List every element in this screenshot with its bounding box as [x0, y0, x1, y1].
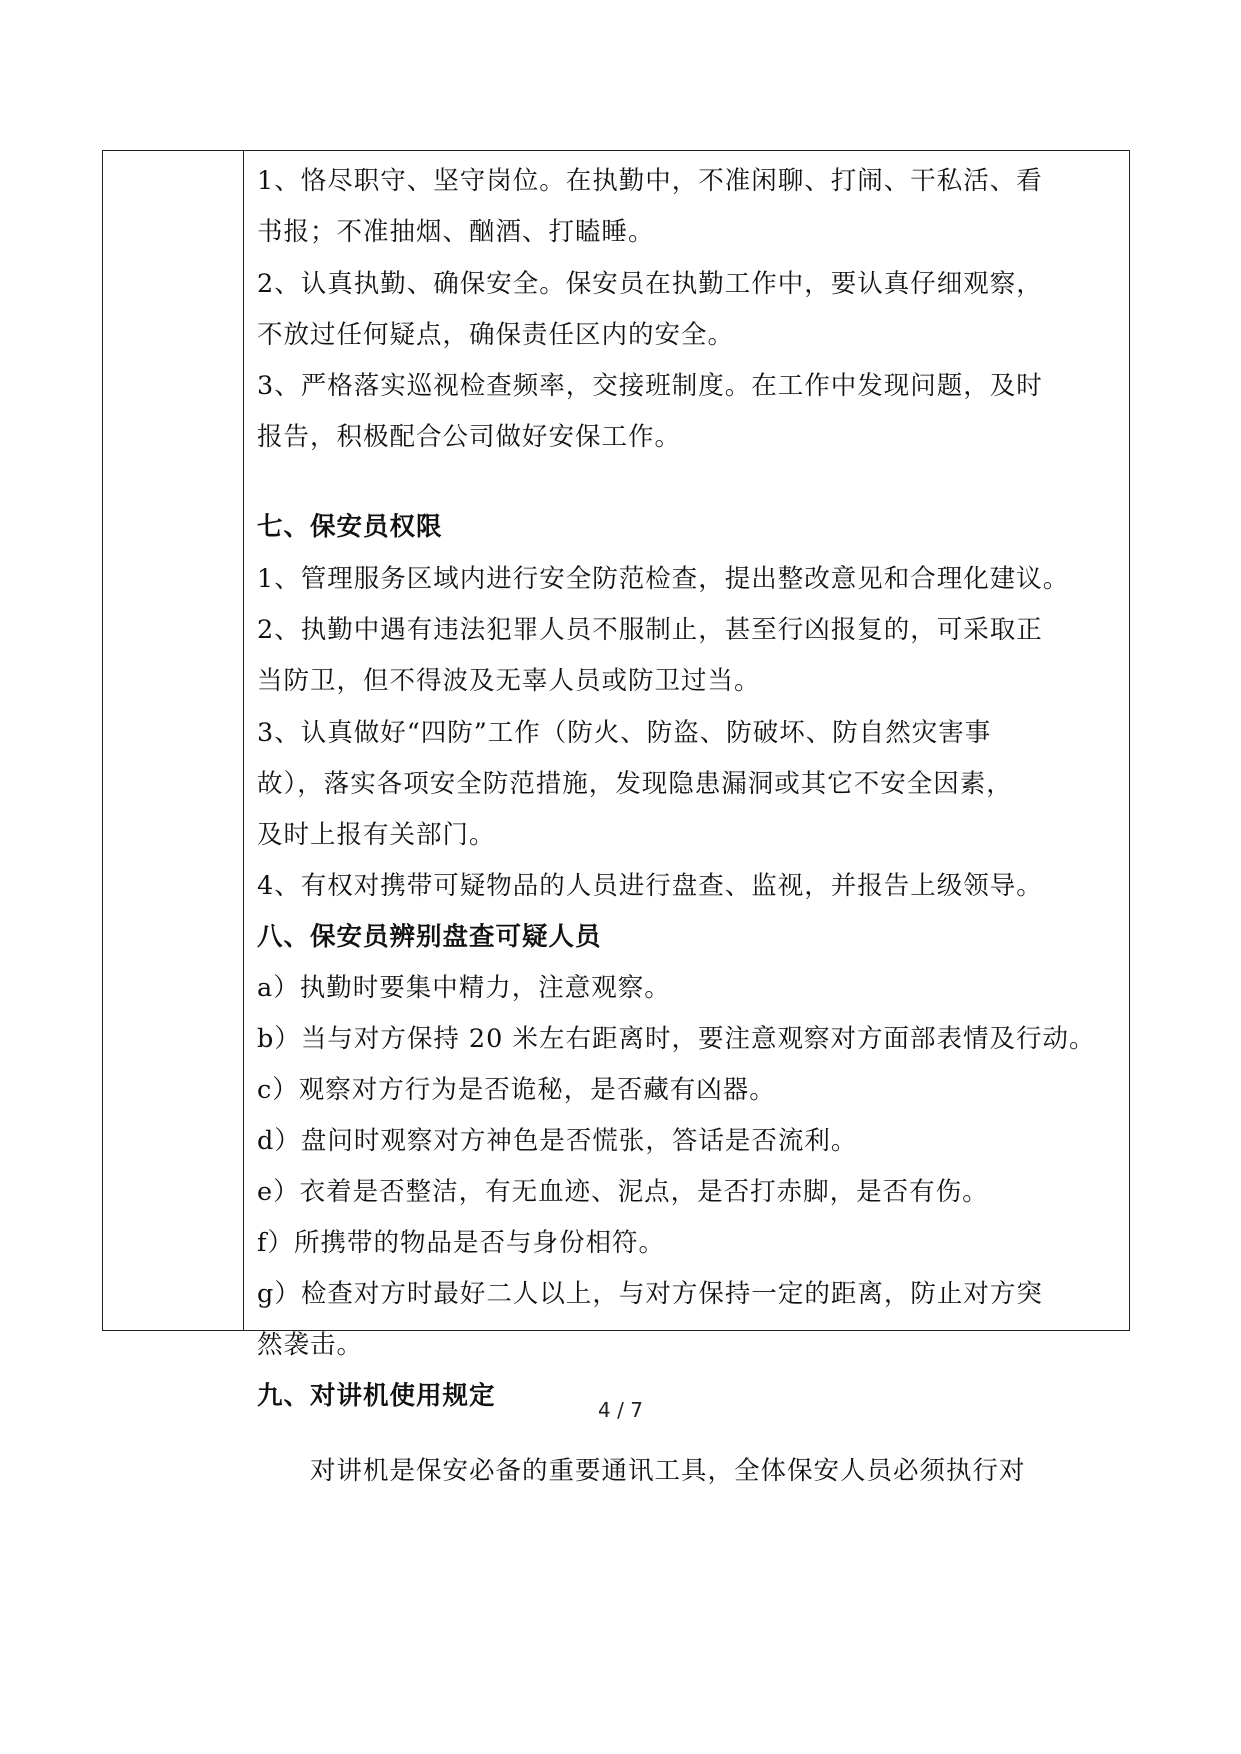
paragraph-line: 对讲机是保安必备的重要通讯工具，全体保安人员必须执行对 — [257, 1456, 1026, 1486]
paragraph-line: 3、严格落实巡视检查频率，交接班制度。在工作中发现问题，及时 — [257, 371, 1043, 401]
list-item: c）观察对方行为是否诡秘，是否藏有凶器。 — [257, 1075, 776, 1105]
list-item: g）检查对方时最好二人以上，与对方保持一定的距离，防止对方突 — [257, 1279, 1043, 1309]
paragraph-line: 2、认真执勤、确保安全。保安员在执勤工作中，要认真仔细观察， — [257, 269, 1043, 299]
paragraph-line: 及时上报有关部门。 — [257, 820, 496, 850]
page-number: 4 / 7 — [598, 1398, 643, 1422]
list-item: e）衣着是否整洁，有无血迹、泥点，是否打赤脚，是否有伤。 — [257, 1177, 989, 1207]
paragraph-line: 4、有权对携带可疑物品的人员进行盘查、监视，并报告上级领导。 — [257, 871, 1043, 901]
paragraph-line: 2、执勤中遇有违法犯罪人员不服制止，甚至行凶报复的，可采取正 — [257, 615, 1043, 645]
list-item: b）当与对方保持 20 米左右距离时，要注意观察对方面部表情及行动。 — [257, 1024, 1096, 1054]
paragraph-line: 不放过任何疑点，确保责任区内的安全。 — [257, 320, 735, 350]
list-item: d）盘问时观察对方神色是否慌张，答话是否流利。 — [257, 1126, 858, 1156]
list-item: f）所携带的物品是否与身份相符。 — [257, 1228, 665, 1258]
list-item: a）执勤时要集中精力，注意观察。 — [257, 973, 671, 1003]
list-item: 然袭击。 — [257, 1330, 364, 1360]
section-heading: 七、保安员权限 — [257, 512, 443, 542]
paragraph-line: 报告，积极配合公司做好安保工作。 — [257, 422, 682, 452]
section-heading: 八、保安员辨别盘查可疑人员 — [257, 922, 602, 952]
paragraph-line: 当防卫，但不得波及无辜人员或防卫过当。 — [257, 666, 761, 696]
section-heading: 九、对讲机使用规定 — [257, 1381, 496, 1411]
paragraph-line: 1、管理服务区域内进行安全防范检查，提出整改意见和合理化建议。 — [257, 564, 1070, 594]
paragraph-line: 3、认真做好“四防”工作（防火、防盗、防破坏、防自然灾害事 — [257, 718, 992, 748]
paragraph-line: 书报；不准抽烟、酗酒、打瞌睡。 — [257, 217, 655, 247]
table-left-cell — [103, 151, 244, 1330]
paragraph-line: 故），落实各项安全防范措施，发现隐患漏洞或其它不安全因素， — [257, 769, 1013, 799]
paragraph-line: 1、恪尽职守、坚守岗位。在执勤中，不准闲聊、打闹、干私活、看 — [257, 166, 1043, 196]
